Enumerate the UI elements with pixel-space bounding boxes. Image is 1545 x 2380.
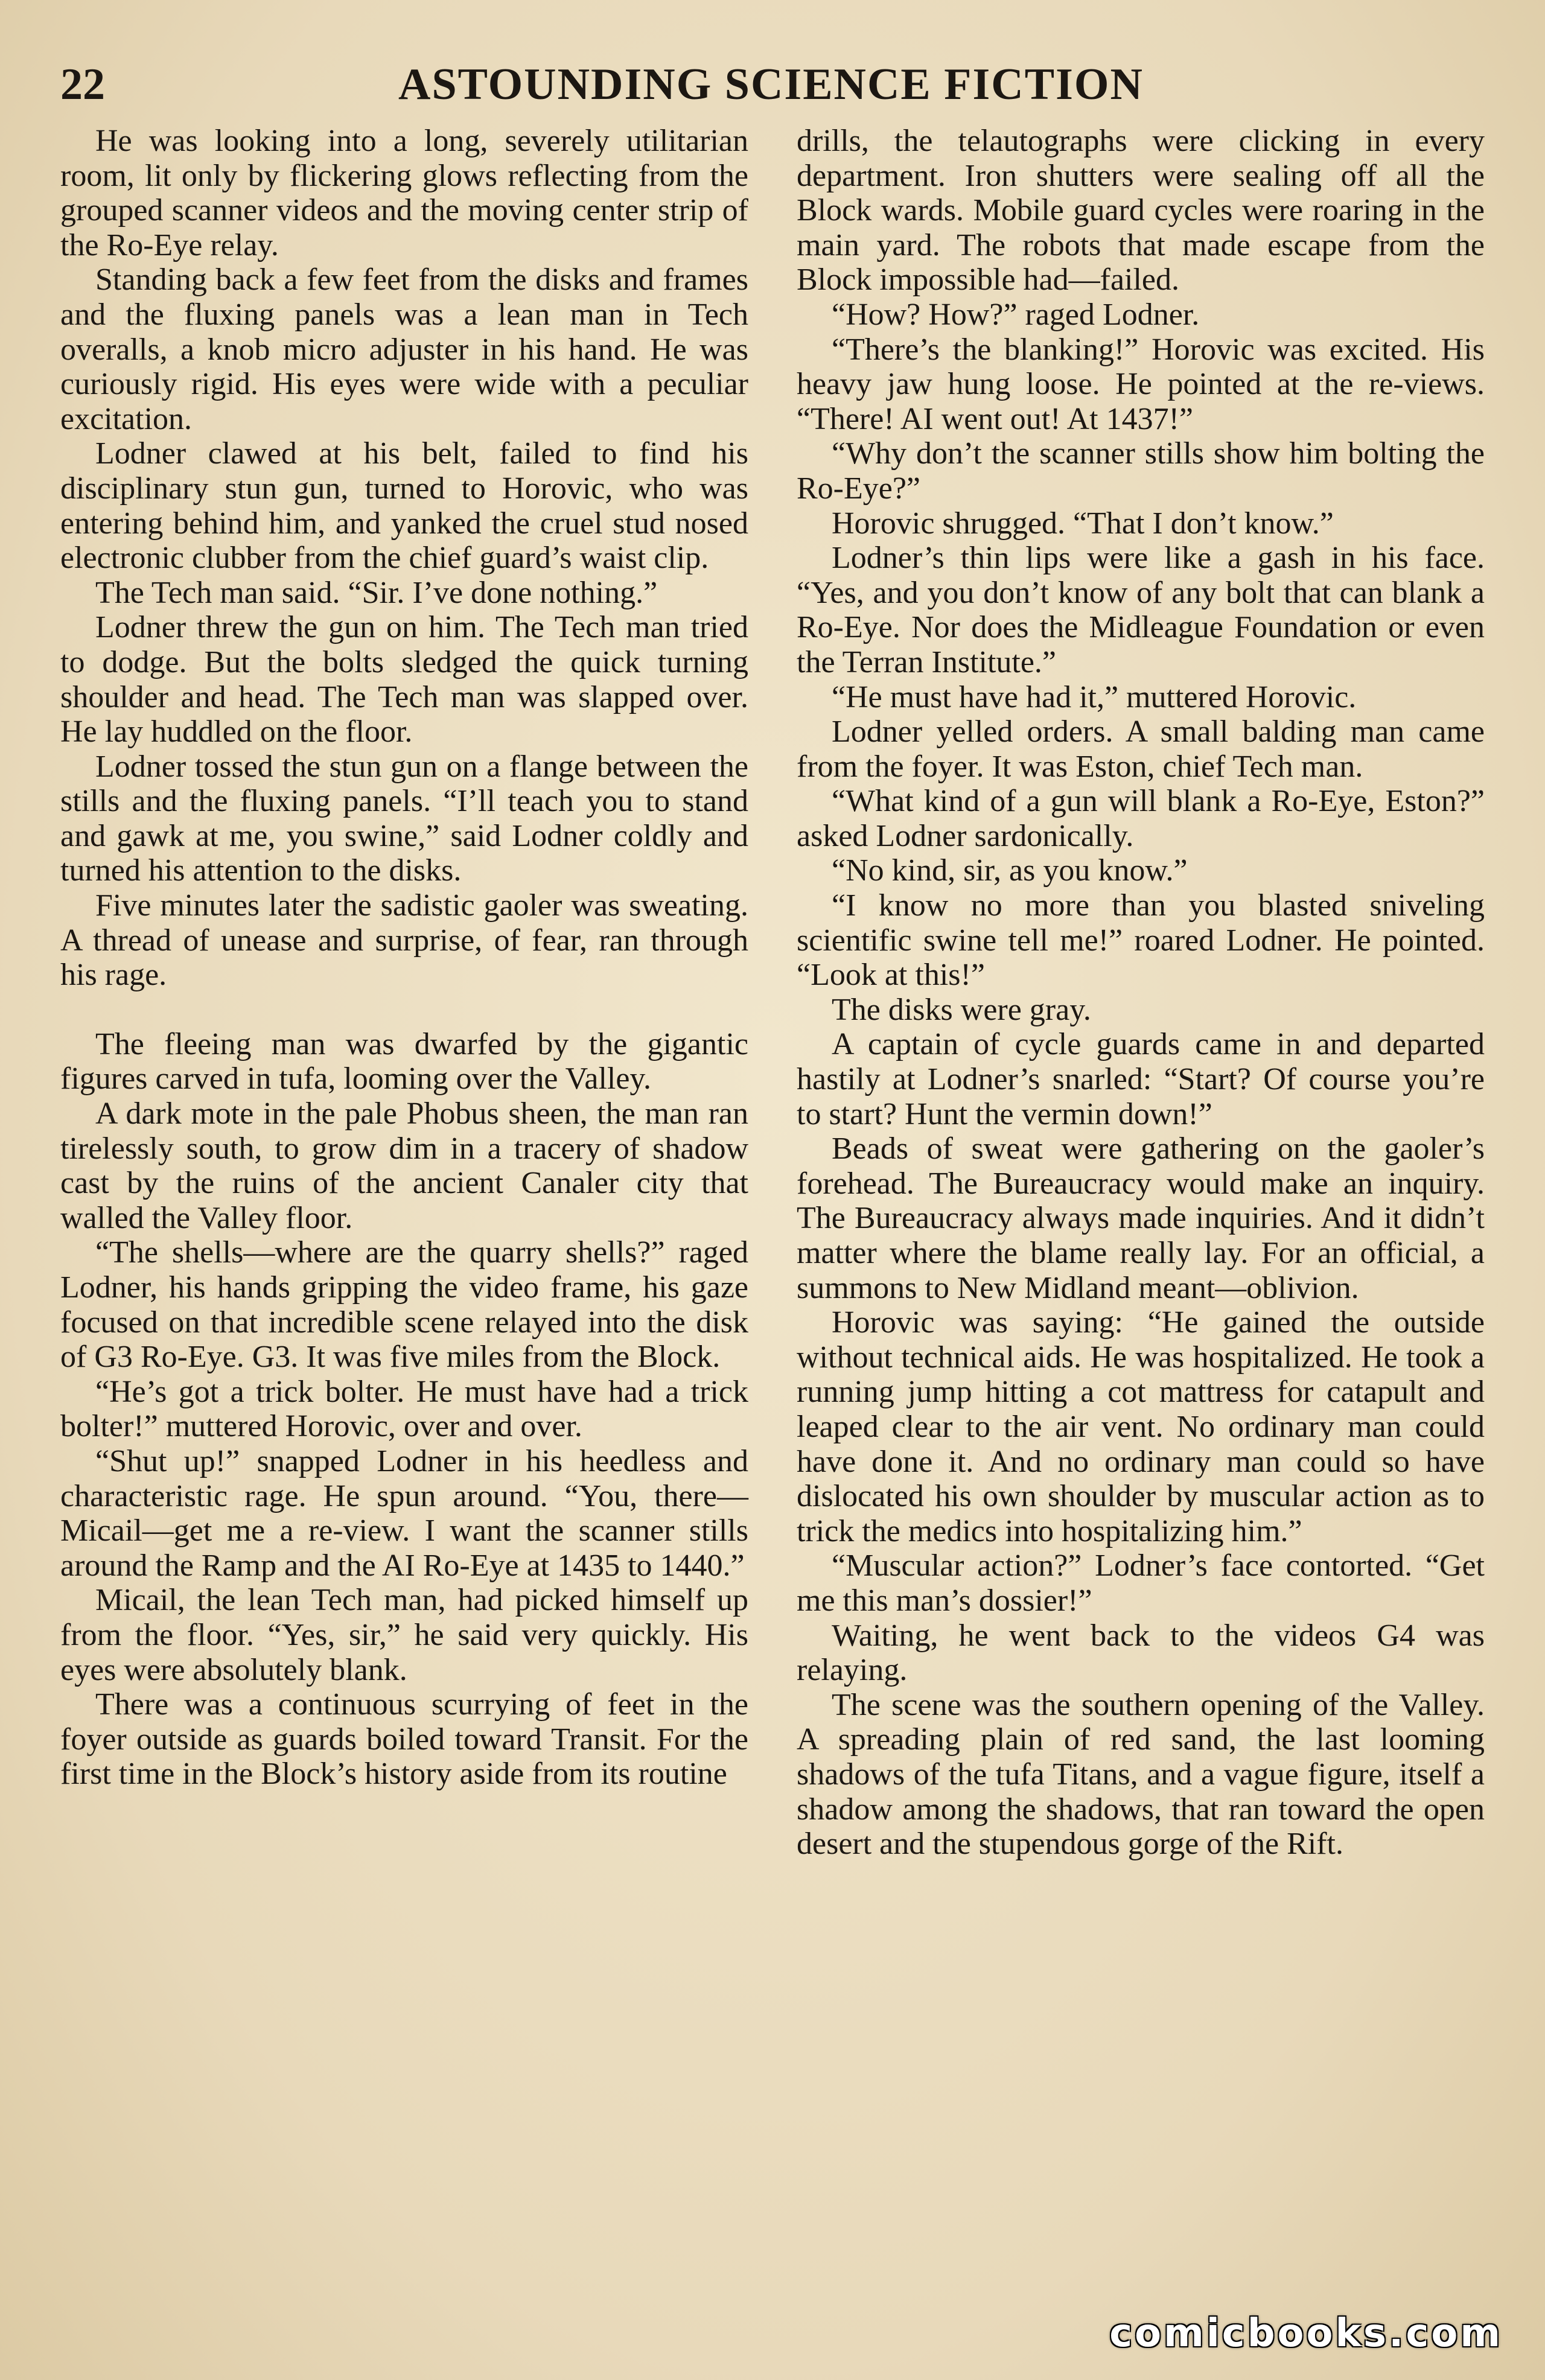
paragraph: “I know no more than you blasted sniveling scientific swine tell me!” roared Lodner. He pointed. “Look at this!”	[797, 888, 1485, 993]
paragraph: “No kind, sir, as you know.”	[832, 853, 1188, 888]
paragraph: A captain of cycle guards came in and departed hastily at Lodner’s snarled: “Start? Of course you’re to start? Hunt the vermin down!”	[797, 1027, 1485, 1131]
paragraph: The Tech man said. “Sir. I’ve done nothing.”	[95, 575, 658, 610]
paragraph: Lodner tossed the stun gun on a flange between the stills and the fluxing panels. “I’ll teach you to stand and gawk at me, you swine,” said Lodner coldly and turned his attention to the disks.	[60, 749, 748, 888]
paragraph: Lodner threw the gun on him. The Tech man tried to dodge. But the bolts sledged the quick turning shoulder and head. The Tech man was slapped over. He lay huddled on the floor.	[60, 610, 748, 749]
left-column	[60, 124, 748, 1792]
paragraph: A dark mote in the pale Phobus sheen, the man ran tirelessly south, to grow dim in a tracery of shadow cast by the ruins of the ancient Canaler city that walled the Valley floor.	[60, 1096, 748, 1235]
paragraph: “There’s the blanking!” Horovic was excited. His heavy jaw hung loose. He pointed at the re-views. “There! AI went out! At 1437!”	[797, 332, 1485, 436]
paragraph: “He’s got a trick bolter. He must have had a trick bolter!” muttered Horovic, over and over.	[60, 1374, 748, 1444]
paragraph: Horovic was saying: “He gained the outside without technical aids. He was hospitalized. He took a running jump hitting a cot mattress for catapult and leaped clear to the air vent. No ordinary man could have done it. And no ordinary man could so have dislocated his own shoulder by muscular action as to trick the medics into hospitalizing him.”	[797, 1305, 1485, 1548]
paragraph: “Muscular action?” Lodner’s face contorted. “Get me this man’s dossier!”	[797, 1548, 1485, 1618]
paragraph: Beads of sweat were gathering on the gaoler’s forehead. The Bureaucracy would make an inquiry. The Bureaucracy always made inquiries. And it didn’t matter where the blame really lay. For an official, a summons to New Midland meant—oblivion.	[797, 1131, 1485, 1305]
paragraph: “The shells—where are the quarry shells?” raged Lodner, his hands gripping the video frame, his gaze focused on that incredible scene relayed into the disk of G3 Ro-Eye. G3. It was five miles from the Block.	[60, 1235, 748, 1375]
paragraph: “What kind of a gun will blank a Ro-Eye, Eston?” asked Lodner sardonically.	[797, 784, 1485, 853]
paragraph: Horovic shrugged. “That I don’t know.”	[832, 506, 1334, 541]
paragraph: Lodner’s thin lips were like a gash in his face. “Yes, and you don’t know of any bolt that can blank a Ro-Eye. Nor does the Midleague Foundation or even the Terran Institute.”	[797, 541, 1485, 679]
right-column	[797, 124, 1485, 1862]
paragraph: The fleeing man was dwarfed by the gigantic figures carved in tufa, looming over the Valley.	[60, 1026, 748, 1096]
paragraph: There was a continuous scurrying of feet in the foyer outside as guards boiled toward Transit. For the first time in the Block’s history aside from its routine	[60, 1687, 748, 1792]
page-number: 22	[60, 60, 105, 109]
paragraph: He was looking into a long, severely utilitarian room, lit only by flickering glows reflecting from the grouped scanner videos and the moving center strip of the Ro-Eye relay.	[60, 124, 748, 262]
paragraph: Lodner clawed at his belt, failed to find his disciplinary stun gun, turned to Horovic, who was entering behind him, and yanked the cruel stud nosed electronic clubber from the chief guard’s waist clip.	[60, 436, 748, 576]
paragraph: Standing back a few feet from the disks and frames and the fluxing panels was a lean man in Tech overalls, a knob micro adjuster in his hand. He was curiously rigid. His eyes were wide with a peculiar excitation.	[60, 262, 748, 436]
paragraph: “He must have had it,” muttered Horovic.	[832, 679, 1357, 714]
paragraph: Five minutes later the sadistic gaoler was sweating. A thread of unease and surprise, of fear, ran through his rage.	[60, 888, 748, 993]
paragraph: “Shut up!” snapped Lodner in his heedless and characteristic rage. He spun around. “You, there—Micail—get me a re-view. I want the scanner stills around the Ramp and the AI Ro-Eye at 1435 to 1440.”	[60, 1443, 748, 1583]
watermark: comicbooks.com	[1109, 2311, 1503, 2356]
page-header	[60, 54, 1485, 115]
paragraph: The scene was the southern opening of the Valley. A spreading plain of red sand, the last looming shadows of the tufa Titans, and a vague figure, itself a shadow among the shadows, that ran toward the open desert and the stupendous gorge of the Rift.	[797, 1687, 1485, 1862]
paragraph: “Why don’t the scanner stills show him bolting the Ro-Eye?”	[797, 436, 1485, 506]
paragraph: Lodner yelled orders. A small balding man came from the foyer. It was Eston, chief Tech man.	[797, 714, 1485, 784]
paragraph: Micail, the lean Tech man, had picked himself up from the floor. “Yes, sir,” he said very quickly. His eyes were absolutely blank.	[60, 1583, 748, 1687]
paragraph: Waiting, he went back to the videos G4 was relaying.	[797, 1618, 1485, 1688]
running-head: ASTOUNDING SCIENCE FICTION	[398, 60, 1144, 109]
paragraph: “How? How?” raged Lodner.	[832, 297, 1200, 332]
paragraph: The disks were gray.	[832, 992, 1091, 1027]
paragraph: drills, the telautographs were clicking in every department. Iron shutters were sealing off all the Block wards. Mobile guard cycles were roaring in the main yard. The robots that made escape from the Block impossible had—failed.	[797, 124, 1485, 298]
